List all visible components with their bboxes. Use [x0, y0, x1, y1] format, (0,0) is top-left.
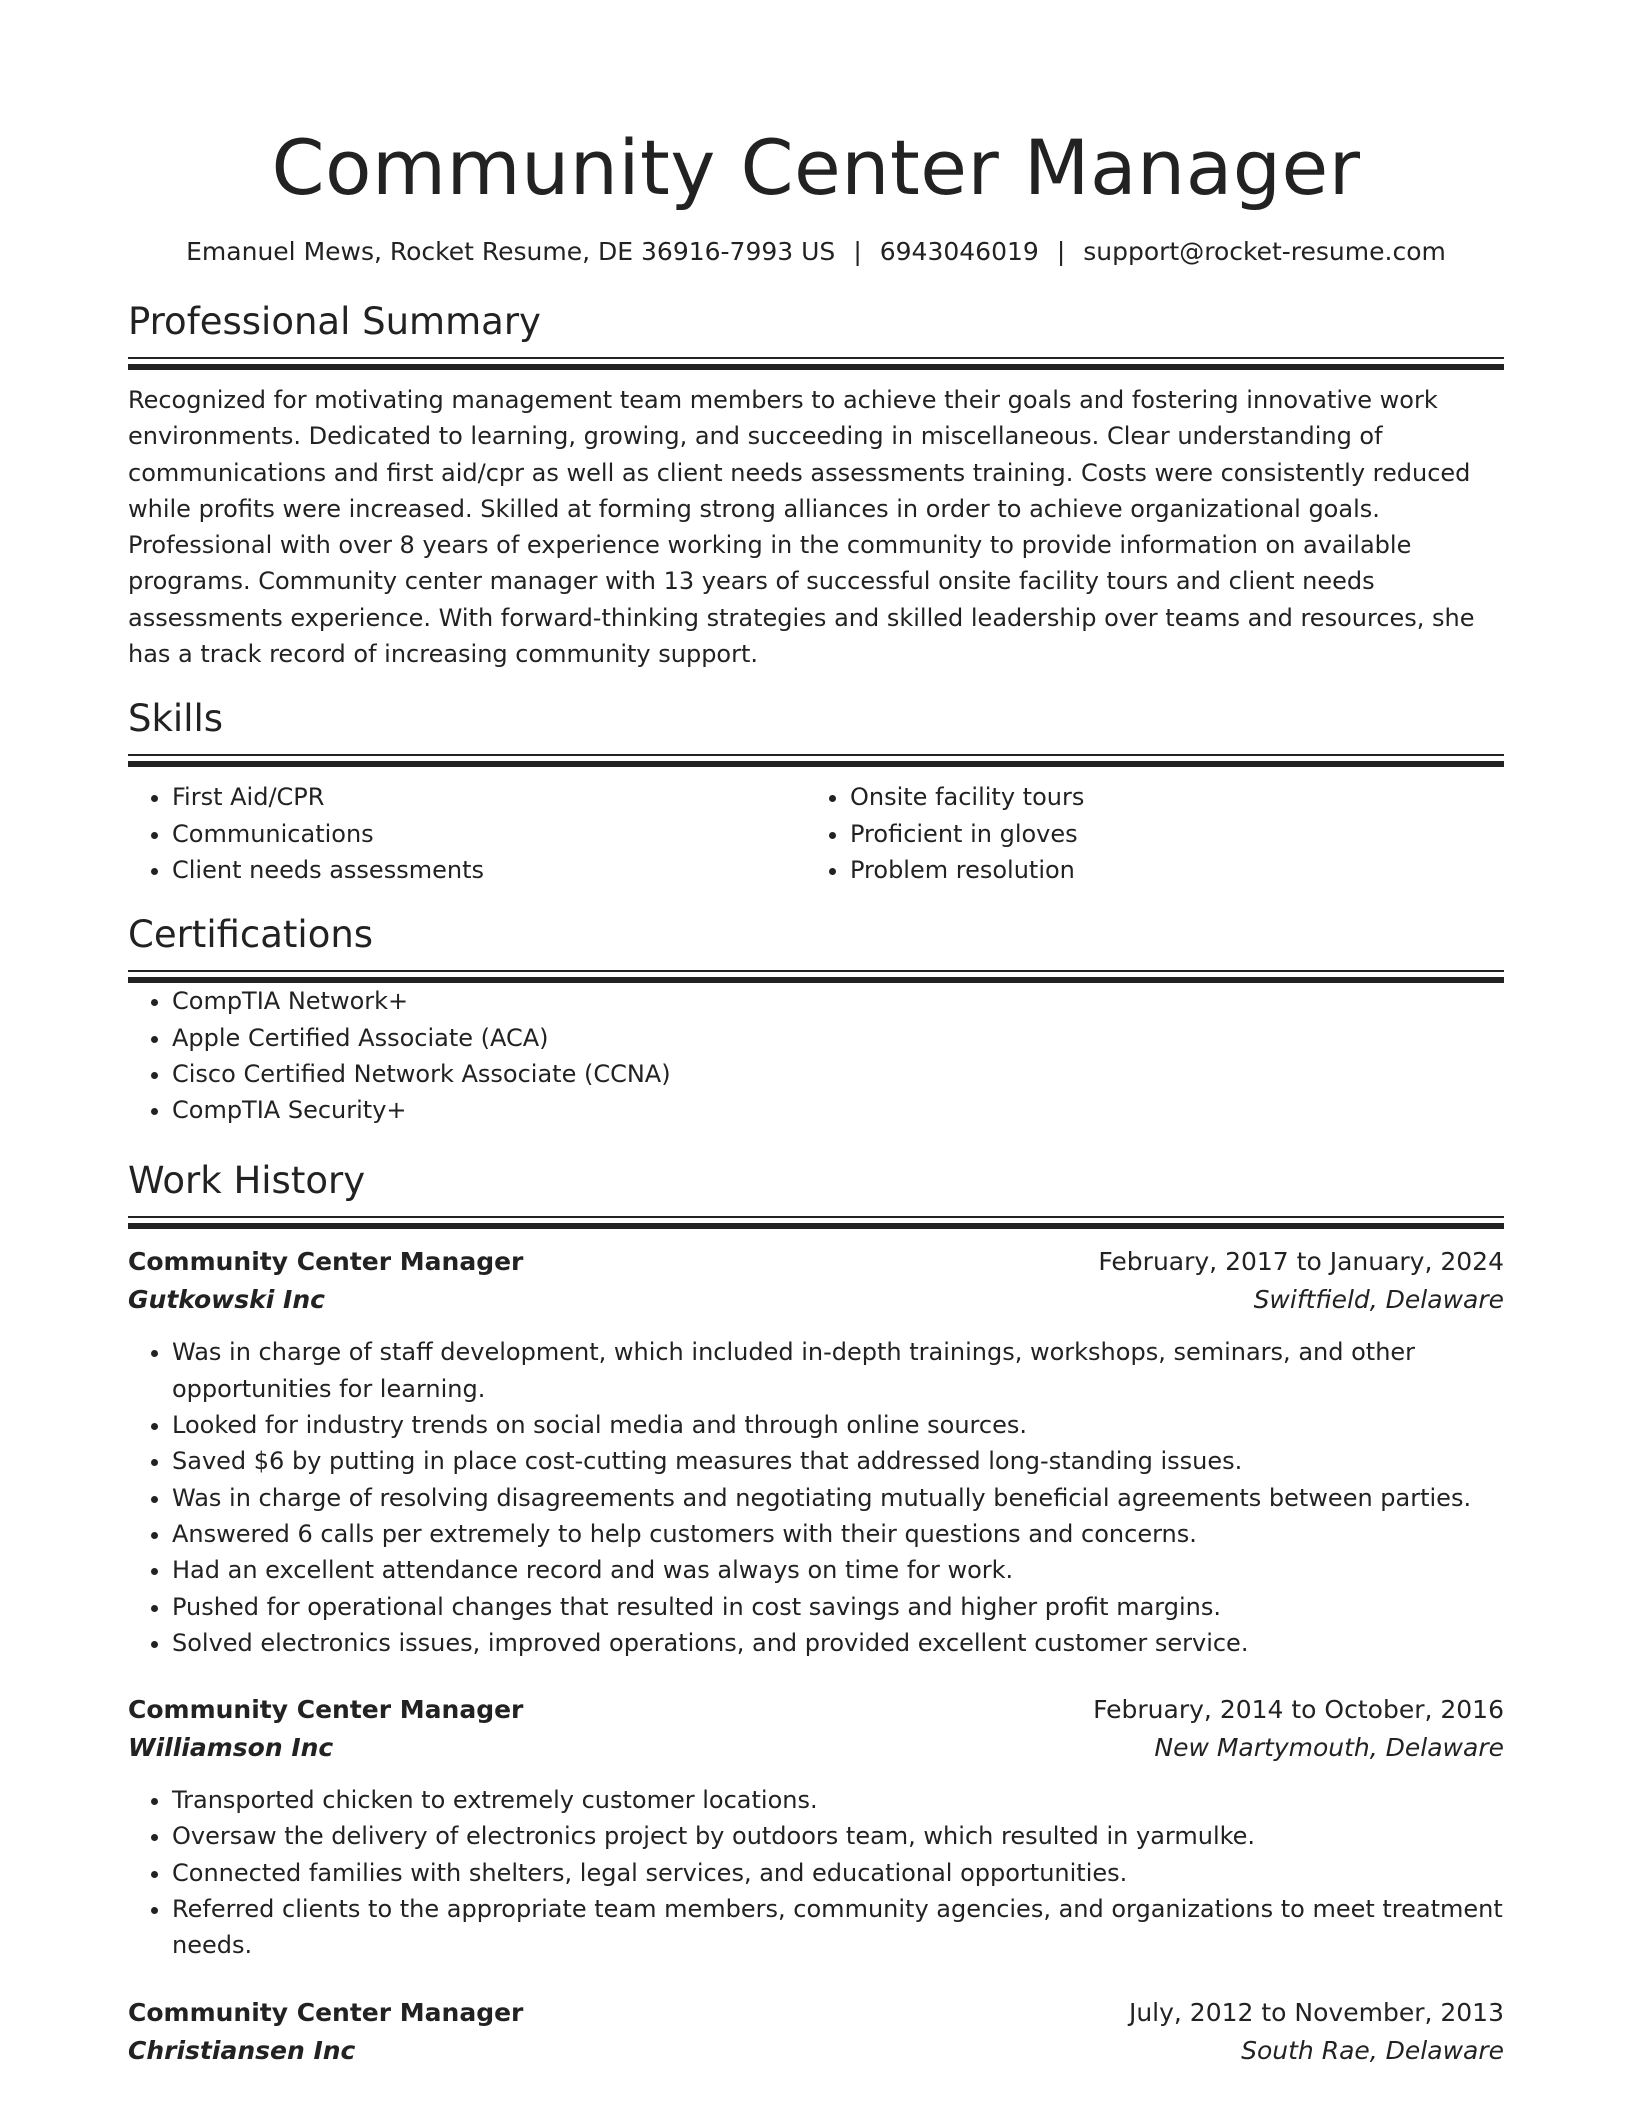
job-title: Community Center Manager [128, 1695, 524, 1725]
skills-heading: Skills [128, 697, 224, 741]
job-company: Williamson Inc [128, 1733, 334, 1763]
job-bullets [128, 1782, 1504, 1963]
job-location: New Martymouth, Delaware [1154, 1733, 1504, 1763]
job-bullet: • Answered 6 calls per extremely to help customers with their questions and concerns. [172, 1516, 1504, 1552]
job-title: Community Center Manager [128, 1247, 524, 1277]
job-bullet: • Looked for industry trends on social media and through online sources. [172, 1407, 1504, 1443]
skills-section [128, 695, 1504, 888]
certification-item: • CompTIA Security+ [172, 1092, 1504, 1128]
job-dates: February, 2017 to January, 2024 [1098, 1247, 1504, 1277]
job-header-row [128, 1243, 1504, 1281]
skill-item: • Problem resolution [850, 852, 1484, 888]
job-bullet: • Saved $6 by putting in place cost-cutting measures that addressed long-standing issues. [172, 1443, 1504, 1479]
job-bullet: • Pushed for operational changes that resulted in cost savings and higher profit margins. [172, 1589, 1504, 1625]
contact-phone: 6943046019 [879, 237, 1039, 266]
certification-item: • Cisco Certified Network Associate (CCNA) [172, 1056, 1504, 1092]
contact-separator: | [1056, 237, 1066, 266]
job-subheader-row [128, 1281, 1504, 1319]
skill-item: • First Aid/CPR [172, 779, 806, 815]
skill-item: • Proficient in gloves [850, 816, 1484, 852]
skills-grid [128, 779, 1504, 888]
job-header-row [128, 1691, 1504, 1729]
certifications-heading: Certifications [128, 913, 374, 957]
section-divider [128, 970, 1504, 983]
certification-item: • CompTIA Network+ [172, 983, 1504, 1019]
skills-list-left [128, 779, 806, 888]
job-bullet: • Solved electronics issues, improved operations, and provided excellent customer service. [172, 1625, 1504, 1661]
work-history-heading: Work History [128, 1159, 366, 1203]
job-location: South Rae, Delaware [1241, 2035, 1504, 2065]
summary-text: Recognized for motivating management team members to achieve their goals and fostering innovative work environments. Dedicated to learning, growing, and succeeding in miscellaneous. Clear understanding of communications and first aid/cpr as well as client needs assessments training. Costs were consistently reduced while profits were increased. Skilled at forming strong alliances in order to achieve organizational goals. Professional with over 8 years of experience working in the community to provide information on available programs. Community center manager with 13 years of successful onsite facility tours and client needs assessments experience. With forward-thinking strategies and skilled leadership over teams and resources, she has a track record of increasing community support. [128, 386, 1475, 669]
section-divider [128, 357, 1504, 370]
section-divider [128, 754, 1504, 767]
certifications-list [128, 983, 1504, 1128]
contact-address: Emanuel Mews, Rocket Resume, DE 36916-7993 US [186, 237, 836, 266]
job-header-row [128, 1994, 1504, 2032]
job-bullet: • Transported chicken to extremely customer locations. [172, 1782, 1504, 1818]
resume-page [128, 0, 1504, 2070]
job-company: Christiansen Inc [128, 2035, 356, 2065]
job-bullet: • Was in charge of staff development, which included in-depth trainings, workshops, seminars, and other opportunities for learning. [172, 1334, 1504, 1407]
skills-column-left [128, 779, 806, 888]
summary-heading: Professional Summary [128, 300, 541, 343]
job-subheader-row [128, 1729, 1504, 1767]
contact-line [128, 236, 1504, 268]
contact-separator: | [853, 237, 862, 266]
skills-list-right [806, 779, 1484, 888]
certification-item: • Apple Certified Associate (ACA) [172, 1020, 1504, 1056]
job-entry [128, 1691, 1504, 1963]
job-bullet: • Had an excellent attendance record and was always on time for work. [172, 1552, 1504, 1588]
job-bullet: • Oversaw the delivery of electronics project by outdoors team, which resulted in yarmulke. [172, 1818, 1504, 1854]
resume-title: Community Center Manager [271, 123, 1361, 212]
work-history-section [128, 1157, 1504, 2069]
job-title: Community Center Manager [128, 1997, 524, 2027]
job-entry [128, 1994, 1504, 2070]
job-bullet: • Referred clients to the appropriate team members, community agencies, and organizations to meet treatment needs. [172, 1891, 1504, 1964]
contact-email: support@rocket-resume.com [1083, 237, 1446, 266]
job-location: Swiftfield, Delaware [1253, 1285, 1504, 1315]
job-bullet: • Was in charge of resolving disagreements and negotiating mutually beneficial agreements between parties. [172, 1480, 1504, 1516]
job-dates: February, 2014 to October, 2016 [1093, 1695, 1504, 1725]
job-bullet: • Connected families with shelters, legal services, and educational opportunities. [172, 1855, 1504, 1891]
skill-item: • Onsite facility tours [850, 779, 1484, 815]
job-bullets [128, 1334, 1504, 1661]
section-divider [128, 1216, 1504, 1229]
job-entry [128, 1243, 1504, 1661]
skill-item: • Communications [172, 816, 806, 852]
summary-section [128, 298, 1504, 672]
job-company: Gutkowski Inc [128, 1285, 325, 1315]
job-dates: July, 2012 to November, 2013 [1128, 1997, 1504, 2027]
certifications-section [128, 911, 1504, 1128]
skills-column-right [806, 779, 1484, 888]
job-subheader-row [128, 2032, 1504, 2070]
skill-item: • Client needs assessments [172, 852, 806, 888]
